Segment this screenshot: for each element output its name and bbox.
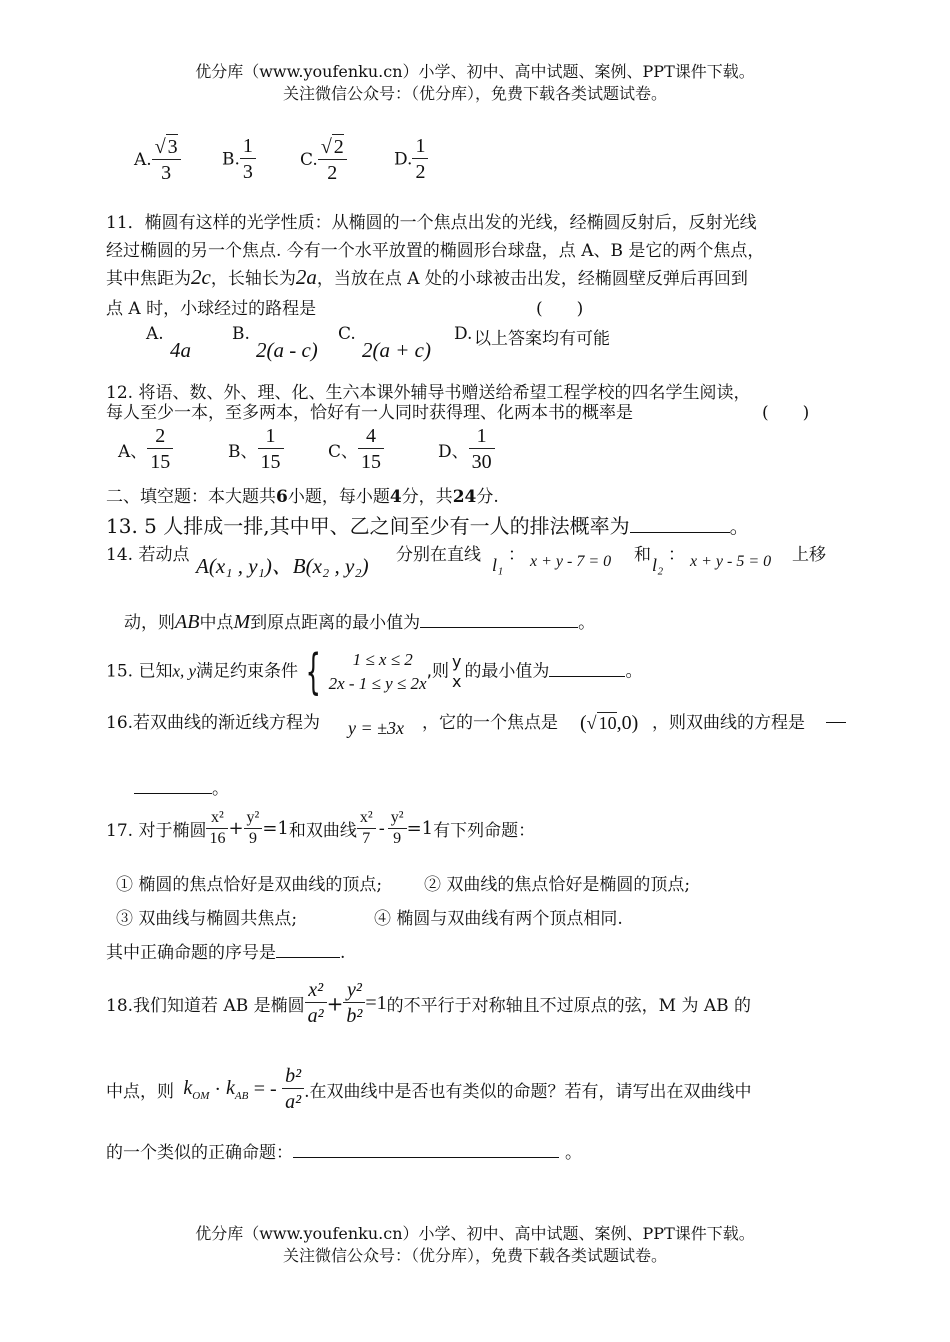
q17-e-eq: =1 [262, 818, 289, 839]
footer-line-2: 关注微信公众号：（优分库），免费下载各类试题试卷。 [282, 1246, 667, 1265]
q17-e-n1: x² [211, 809, 224, 826]
q11-option-a-expr: 4a [170, 338, 191, 362]
q15-frac-num: y [451, 652, 462, 671]
q11-line-3c: ，当放在点 A 处的小球被击出发，经椭圆壁反弹后再回到 [316, 269, 748, 289]
q12-option-fraction [258, 424, 284, 475]
q14-on-lines: 分别在直线 [396, 545, 481, 565]
q18-rd: a² [282, 1088, 304, 1115]
q10-option-numerator: 3 [167, 136, 178, 158]
q18-frac-2 [343, 978, 365, 1029]
q14-line-2 [124, 608, 595, 634]
q14-l2: l₂ [652, 555, 664, 575]
q14-blank[interactable] [420, 627, 578, 628]
q15-text-b: 满足约束条件 [196, 661, 299, 682]
q18-d2: b² [343, 1002, 365, 1029]
q16-blank-start[interactable] [826, 708, 846, 728]
q11-option-d-text: 以上答案均有可能 [474, 329, 610, 349]
q10-option-label: C. [300, 150, 318, 170]
q18-frac-1 [305, 978, 327, 1029]
q12-option-label: A、 [118, 442, 148, 462]
q10-option-numerator: 1 [415, 135, 426, 157]
q14-and: 和 [634, 545, 651, 565]
q10-option-fraction [318, 134, 347, 186]
q17-hyperbola-frac-1 [357, 808, 376, 849]
q15-fraction [449, 652, 464, 692]
q12-option-numerator: 1 [265, 425, 276, 447]
footer-line-1: 优分库（www.youfenku.cn）小学、初中、高中试题、案例、PPT课件下载。 [195, 1224, 755, 1243]
section-2-text-d: 分. [476, 487, 499, 507]
q13-text: 13. 5 人排成一排,其中甲、乙之间至少有一人的排法概率为 [106, 514, 630, 538]
q10-option-fraction [240, 134, 256, 185]
q18-text-b: 的不平行于对称轴且不过原点的弦，M 为 AB 的 [386, 996, 752, 1016]
q18-k-ab [225, 1077, 249, 1102]
q16-end: 。 [212, 779, 229, 799]
q10-option [300, 134, 347, 186]
q17-text-b: 和双曲线 [288, 821, 357, 841]
q16-text-b: ，它的一个焦点是 [422, 713, 558, 733]
q13-end: 。 [729, 514, 750, 538]
q12-option-denominator: 30 [469, 448, 495, 475]
q11-line-1: 11．椭圆有这样的光学性质：从椭圆的一个焦点出发的光线，经椭圆反射后，反射光线 [106, 213, 757, 233]
q12-option [228, 424, 284, 475]
q10-option [394, 134, 428, 185]
q14-intro: 14. 若动点 [106, 545, 190, 565]
q10-option [222, 134, 256, 185]
q11-option-d-label: D. [454, 324, 473, 344]
q18-k-om [183, 1077, 210, 1102]
q12-option-label: D、 [438, 442, 469, 462]
q17-text-c: 有下列命题： [433, 821, 536, 841]
q12-option-numerator: 4 [366, 425, 377, 447]
q11-focal-length: 2c [191, 265, 211, 289]
section-2-text-a: 二、填空题：本大题共 [106, 487, 276, 507]
q18-text-d: .在双曲线中是否也有类似的命题？若有，请写出在双曲线中 [304, 1082, 752, 1102]
q10-option-denominator: 3 [240, 158, 256, 185]
q12-option-numerator: 2 [155, 425, 166, 447]
q18-ab: AB [234, 1090, 249, 1102]
q10-option-numerator: 1 [242, 135, 253, 157]
q10-option-label: B. [222, 149, 240, 170]
q17-end: . [340, 943, 346, 963]
section-2-count: 6 [276, 487, 288, 507]
q18-plus: + [326, 991, 344, 1016]
q18-k1: k [183, 1077, 193, 1099]
section-2-text-c: 分，共 [401, 487, 453, 507]
q18-n2: y² [346, 979, 362, 1001]
q10-option-fraction [412, 134, 428, 185]
sqrt-sign: √ [154, 136, 166, 158]
q15-constraint-2: 2x - 1 ≤ y ≤ 2x [328, 674, 427, 693]
q17-h-d2: 9 [388, 828, 407, 849]
q14-points: A(x₁ , y₁)、B(x₂ , y₂) [196, 554, 369, 578]
q17-e-d2: 9 [244, 828, 263, 849]
q18-line-3 [106, 1138, 582, 1163]
sqrt-sign: √ [320, 136, 332, 158]
q17-line-1 [106, 808, 535, 849]
q13-line [106, 510, 750, 539]
q17-h-n1: x² [359, 809, 373, 826]
q16-focus-lparen: ( [580, 712, 587, 734]
q11-paren: ( ) [536, 299, 584, 319]
q11-major-axis: 2a [295, 265, 317, 289]
q10-option-label: A. [134, 150, 152, 170]
q18-blank[interactable] [293, 1157, 559, 1158]
q14-line-2a: 动，则 [124, 613, 175, 633]
q18-end: 。 [565, 1143, 582, 1163]
q10-option-denominator: 2 [412, 158, 428, 185]
q16-asymptote: y = ±3x [348, 718, 405, 738]
q17-ask [106, 938, 345, 963]
q12-option-label: C、 [328, 442, 359, 462]
q16-text-a: 16.若双曲线的渐近线方程为 [106, 713, 321, 733]
q11-option-a-label: A. [146, 324, 164, 344]
q17-e-n2: y² [246, 809, 260, 826]
q18-eq: =1 [365, 992, 387, 1014]
q17-h-d1: 7 [357, 828, 376, 849]
q12-option [328, 424, 384, 475]
q10-option-fraction [152, 134, 181, 186]
q14-colon-1: ： [508, 545, 525, 565]
q12-option [438, 424, 495, 475]
q11-option-b-label: B. [232, 324, 250, 344]
q12-option-fraction [147, 424, 173, 475]
q10-option-denominator: 2 [318, 159, 347, 186]
q17-h-eq: =1 [406, 818, 434, 839]
header-line-1: 优分库（www.youfenku.cn）小学、初中、高中试题、案例、PPT课件下载。 [195, 62, 755, 81]
q14-ab: AB [175, 611, 200, 633]
q13-blank[interactable] [630, 532, 730, 533]
q16-focus-root: 10 [598, 713, 617, 733]
q17-ask-text: 其中正确命题的序号是 [106, 943, 276, 963]
q16-text-c: ，则双曲线的方程是 [652, 713, 805, 733]
q12-option-fraction [469, 424, 495, 475]
section-2-text-b: 小题，每小题 [287, 487, 390, 507]
q15-xy: x, y [172, 661, 197, 681]
q18-line-2 [106, 1064, 751, 1115]
q16-blank[interactable] [134, 793, 212, 794]
q17-prop-1: ① 椭圆的焦点恰好是双曲线的顶点; [116, 875, 383, 895]
q18-result-frac [282, 1064, 304, 1115]
q15-text-a: 15. 已知 [106, 661, 173, 682]
q12-option-label: B、 [228, 442, 258, 462]
q17-prop-4: ④ 椭圆与双曲线有两个顶点相同. [374, 909, 623, 929]
q12-option-fraction [358, 424, 384, 475]
q12-option [118, 424, 173, 475]
q17-prop-3: ③ 双曲线与椭圆共焦点; [116, 909, 298, 929]
header-line-2: 关注微信公众号：（优分库），免费下载各类试题试卷。 [282, 84, 667, 103]
q11-line-3b: ，长轴长为 [210, 269, 296, 289]
q15-blank[interactable] [549, 676, 625, 677]
q15-text-c: ,则 [426, 661, 449, 682]
q15-constraint-1: 1 ≤ x ≤ 2 [352, 650, 413, 669]
q15-system [329, 648, 427, 696]
q12-line-1: 12. 将语、数、外、理、化、生六本课外辅导书赠送给希望工程学校的四名学生阅读， [106, 383, 751, 403]
q11-line-3a: 其中焦距为 [106, 269, 191, 289]
q15-text-d: 的最小值为 [464, 661, 550, 682]
q18-line-1 [106, 978, 751, 1029]
q12-option-denominator: 15 [358, 448, 384, 475]
q17-ellipse-frac-1 [206, 808, 228, 849]
q12-option-numerator: 1 [476, 425, 487, 447]
q18-k2: k [225, 1077, 235, 1099]
q17-ellipse-frac-2 [244, 808, 263, 849]
q12-option-denominator: 15 [258, 448, 284, 475]
q18-n1: x² [308, 979, 324, 1001]
section-2-points: 4 [389, 487, 402, 507]
q12-paren: ( ) [762, 403, 810, 423]
q10-option-label: D. [394, 149, 413, 170]
q18-rn: b² [285, 1065, 302, 1087]
q14-line-2c: 到原点距离的最小值为 [250, 613, 421, 633]
section-2-heading [106, 482, 499, 507]
q16-focus: (√ 10,0) [580, 712, 639, 734]
q17-hyperbola-frac-2 [388, 808, 407, 849]
q18-text-a: 18.我们知道若 AB 是椭圆 [106, 996, 305, 1016]
q18-om: OM [192, 1090, 210, 1102]
q17-blank[interactable] [276, 957, 340, 958]
q11-line-2: 经过椭圆的另一个焦点. 今有一个水平放置的椭圆形台球盘，点 A、B 是它的两个焦点， [106, 241, 765, 261]
q14-eq-1: x + y - 7 = 0 [530, 553, 612, 570]
q16-line-2 [134, 774, 229, 799]
q18-text-c: 中点，则 [106, 1082, 174, 1102]
q14-end: 。 [578, 613, 596, 633]
q11-option-b-expr: 2(a - c) [256, 338, 318, 362]
q12-line-2: 每人至少一本，至多两本，恰好有一人同时获得理、化两本书的概率是 [106, 403, 633, 423]
q10-option-denominator: 3 [152, 159, 181, 186]
q14-move: 上移 [792, 545, 826, 565]
q17-e-plus: + [228, 818, 244, 839]
q18-dot: · [214, 1079, 221, 1100]
section-2-total: 24 [452, 487, 477, 507]
q12-option-denominator: 15 [147, 448, 173, 475]
q17-text-a: 17. 对于椭圆 [106, 821, 207, 841]
q17-prop-2: ② 双曲线的焦点恰好是椭圆的顶点; [424, 875, 691, 895]
q11-line-4: 点 A 时，小球经过的路程是 [106, 299, 317, 319]
q17-h-minus: - [378, 818, 385, 839]
q14-colon-2: ： [668, 545, 685, 565]
q11-line-3 [106, 264, 748, 290]
q10-option [134, 134, 181, 186]
q15-end: 。 [625, 661, 643, 682]
q14-m: M [233, 611, 251, 633]
q17-e-d1: 16 [206, 828, 228, 849]
q15-frac-den: x [451, 672, 462, 691]
q18-rel: = - [253, 1078, 277, 1100]
q10-option-numerator: 2 [333, 136, 344, 158]
q11-option-c-label: C. [338, 324, 356, 344]
q18-d1: a² [305, 1002, 327, 1029]
q14-l1: l₁ [492, 555, 504, 575]
q16-focus-end: ,0) [616, 712, 639, 734]
q14-line-2b: 中点 [199, 613, 234, 633]
q15-line [106, 644, 643, 700]
q18-text-e: 的一个类似的正确命题： [106, 1143, 293, 1163]
q17-h-n2: y² [390, 809, 404, 826]
q11-option-c-expr: 2(a + c) [362, 338, 431, 362]
q15-brace: { [305, 644, 321, 700]
q14-eq-2: x + y - 5 = 0 [690, 553, 772, 570]
